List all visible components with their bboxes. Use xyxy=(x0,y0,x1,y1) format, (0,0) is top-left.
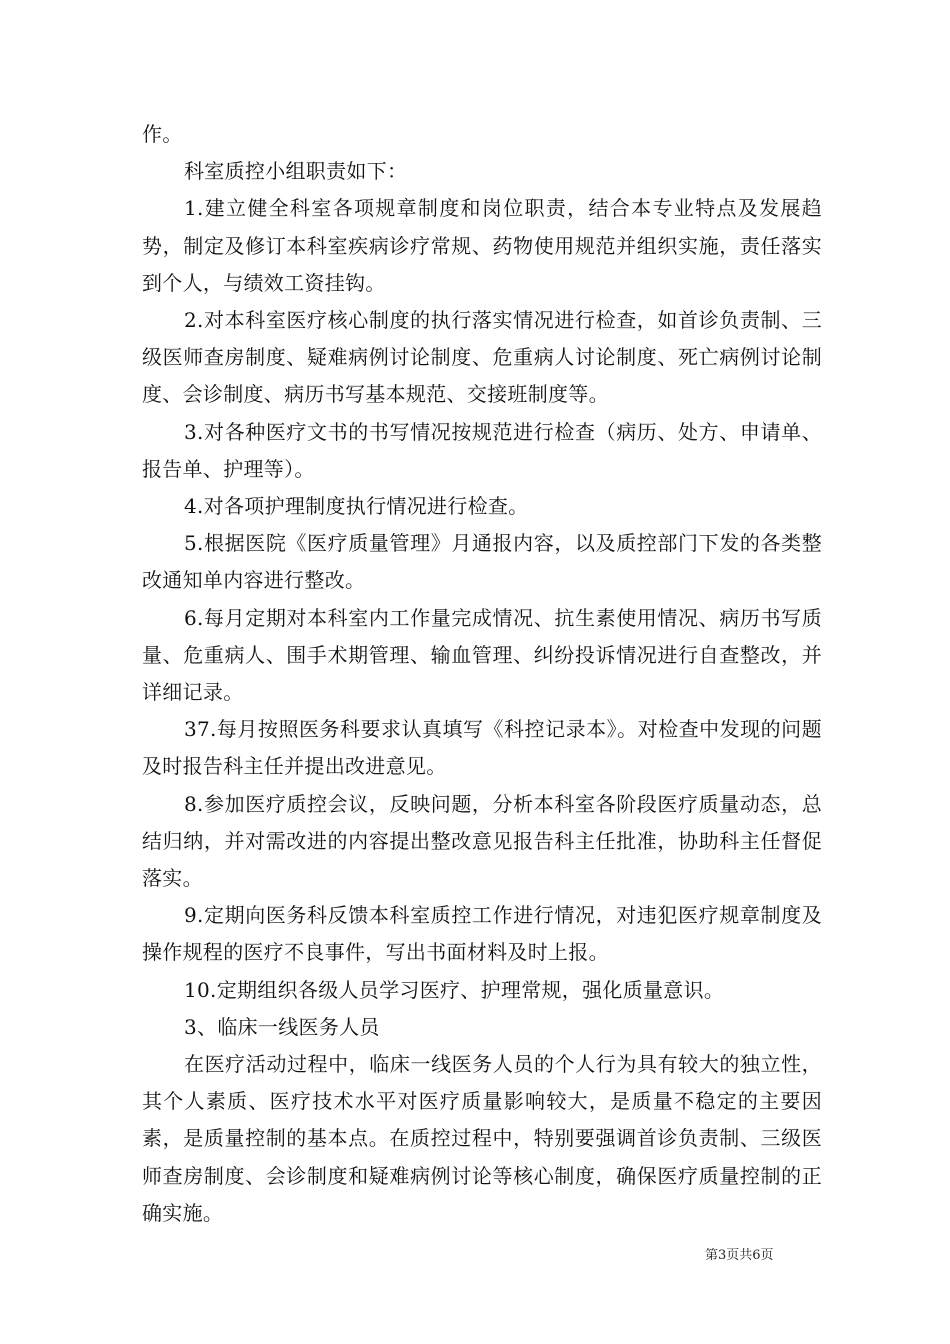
paragraph-item-5: 5.根据医院《医疗质量管理》月通报内容，以及质控部门下发的各类整改通知单内容进行整改。 xyxy=(142,531,822,593)
page-number: 第3页共6页 xyxy=(705,1248,774,1263)
paragraph-item-1: 1.建立健全科室各项规章制度和岗位职责，结合本专业特点及发展趋势，制定及修订本科室疾病诊疗常规、药物使用规范并组织实施，责任落实到个人，与绩效工资挂钩。 xyxy=(142,196,822,295)
paragraph-item-2: 2.对本科室医疗核心制度的执行落实情况进行检查，如首诊负责制、三级医师查房制度、疑难病例讨论制度、危重病人讨论制度、死亡病例讨论制度、会诊制度、病历书写基本规范、交接班制度等。 xyxy=(142,308,822,407)
paragraph-item-3: 3.对各种医疗文书的书写情况按规范进行检查（病历、处方、申请单、报告单、护理等）。 xyxy=(142,419,822,481)
paragraph-item-7: 37.每月按照医务科要求认真填写《科控记录本》。对检查中发现的问题及时报告科主任并提出改进意见。 xyxy=(142,717,822,779)
paragraph-item-6: 6.每月定期对本科室内工作量完成情况、抗生素使用情况、病历书写质量、危重病人、围手术期管理、输血管理、纠纷投诉情况进行自查整改，并详细记录。 xyxy=(142,605,822,705)
paragraph-clinical-staff: 在医疗活动过程中，临床一线医务人员的个人行为具有较大的独立性，其个人素质、医疗技术水平对医疗质量影响较大，是质量不稳定的主要因素，是质量控制的基本点。在质控过程中，特别要强调首诊负责制、三级医师查房制度、会诊制度和疑难病例讨论等核心制度，确保医疗质量控制的正确实施。 xyxy=(142,1052,822,1225)
paragraph-item-9: 9.定期向医务科反馈本科室质控工作进行情况，对违犯医疗规章制度及操作规程的医疗不良事件，写出书面材料及时上报。 xyxy=(142,903,822,965)
document-body xyxy=(142,116,822,1232)
paragraph-item-8: 8.参加医疗质控会议，反映问题，分析本科室各阶段医疗质量动态，总结归纳，并对需改进的内容提出整改意见报告科主任批准，协助科主任督促落实。 xyxy=(142,791,822,891)
section-heading-clinical-staff: 3、临床一线医务人员 xyxy=(184,1014,380,1039)
paragraph-duties-heading: 科室质控小组职责如下： xyxy=(184,159,408,184)
paragraph-continuation: 作。 xyxy=(142,122,183,146)
paragraph-item-10: 10.定期组织各级人员学习医疗、护理常规，强化质量意识。 xyxy=(184,977,725,1002)
paragraph-item-4: 4.对各项护理制度执行情况进行检查。 xyxy=(184,494,529,519)
